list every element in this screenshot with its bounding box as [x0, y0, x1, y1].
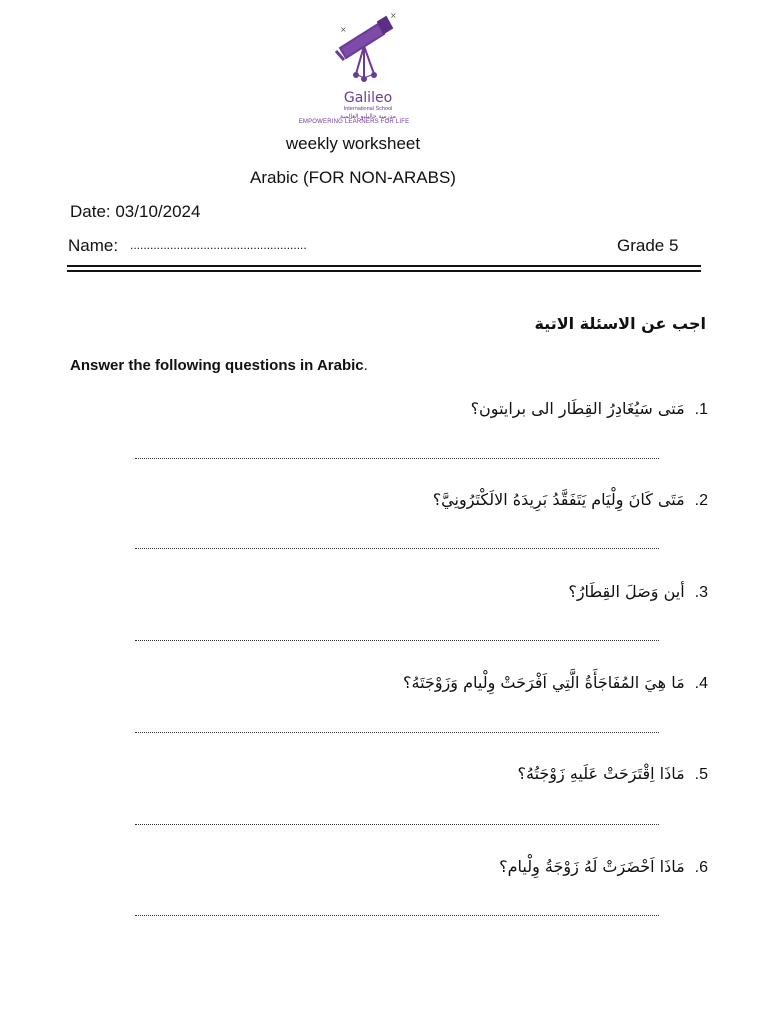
question-text: مَاذَا اَحْضَرَتْ لَهُ زَوْجَةُ وِلْيام؟: [499, 857, 685, 876]
name-field[interactable]: .....................................................: [130, 238, 307, 252]
question-5: [518, 764, 708, 784]
english-instruction-period: .: [363, 357, 368, 374]
question-text: مَتى سَيُغَادِرُ القِطَار الى برايتون؟: [470, 399, 685, 418]
question-number: 5.: [694, 766, 708, 783]
school-tagline: EMPOWERING LEARNERS FOR LIFE: [298, 119, 410, 125]
svg-text:×: ×: [340, 25, 347, 34]
question-4: [403, 673, 708, 693]
header-divider: [67, 265, 701, 267]
school-logo: [318, 8, 410, 128]
telescope-icon: [326, 8, 406, 90]
header-divider-second: [67, 270, 701, 272]
worksheet-subtitle: Arabic (FOR NON-ARABS): [250, 168, 456, 187]
name-label: Name:: [68, 236, 119, 255]
english-instruction: [70, 357, 368, 374]
question-3: [568, 582, 708, 602]
logo-name: Galileo: [343, 90, 393, 106]
question-number: 1.: [694, 401, 708, 418]
grade-label: Grade 5: [617, 236, 679, 255]
english-instruction-text: Answer the following questions in Arabic: [70, 357, 364, 374]
answer-line-2[interactable]: [135, 548, 659, 549]
answer-line-6[interactable]: [135, 915, 659, 916]
worksheet-title: weekly worksheet: [285, 134, 421, 153]
question-6: [499, 857, 708, 877]
answer-line-4[interactable]: [135, 732, 659, 733]
logo-subtitle-arabic: مدرسة جاليليو العالمية: [340, 113, 396, 120]
question-text: مَتَى كَانَ وِلْيَام يَتَفَقَّدُ بَرِيدَهُ الالَكْتَرُونِيَّ؟: [432, 490, 685, 509]
question-2: [433, 490, 708, 510]
answer-line-3[interactable]: [135, 640, 659, 641]
question-number: 4.: [694, 675, 708, 692]
question-text: مَاذَا اِقْتَرَحَتْ عَلَيهِ زَوْجَتُهُ؟: [517, 764, 685, 783]
arabic-instruction: اجب عن الاسئلة الاتية: [534, 314, 706, 333]
svg-text:×: ×: [390, 11, 397, 20]
question-number: 2.: [694, 492, 708, 509]
answer-line-5[interactable]: [135, 824, 659, 825]
question-text: أين وَصَلَ القِطَارُ؟: [568, 582, 685, 601]
logo-subtitle: International School: [343, 106, 393, 112]
question-text: مَا هِيَ المُفَاجَأَةُ الَّتِي اَفْرَحَتْ وِلْيام وَزَوْجَتَهُ؟: [403, 673, 685, 692]
answer-line-1[interactable]: [135, 458, 659, 459]
date-label: Date: 03/10/2024: [70, 202, 201, 221]
question-number: 6.: [694, 859, 708, 876]
question-number: 3.: [694, 584, 708, 601]
question-1: [471, 399, 708, 419]
